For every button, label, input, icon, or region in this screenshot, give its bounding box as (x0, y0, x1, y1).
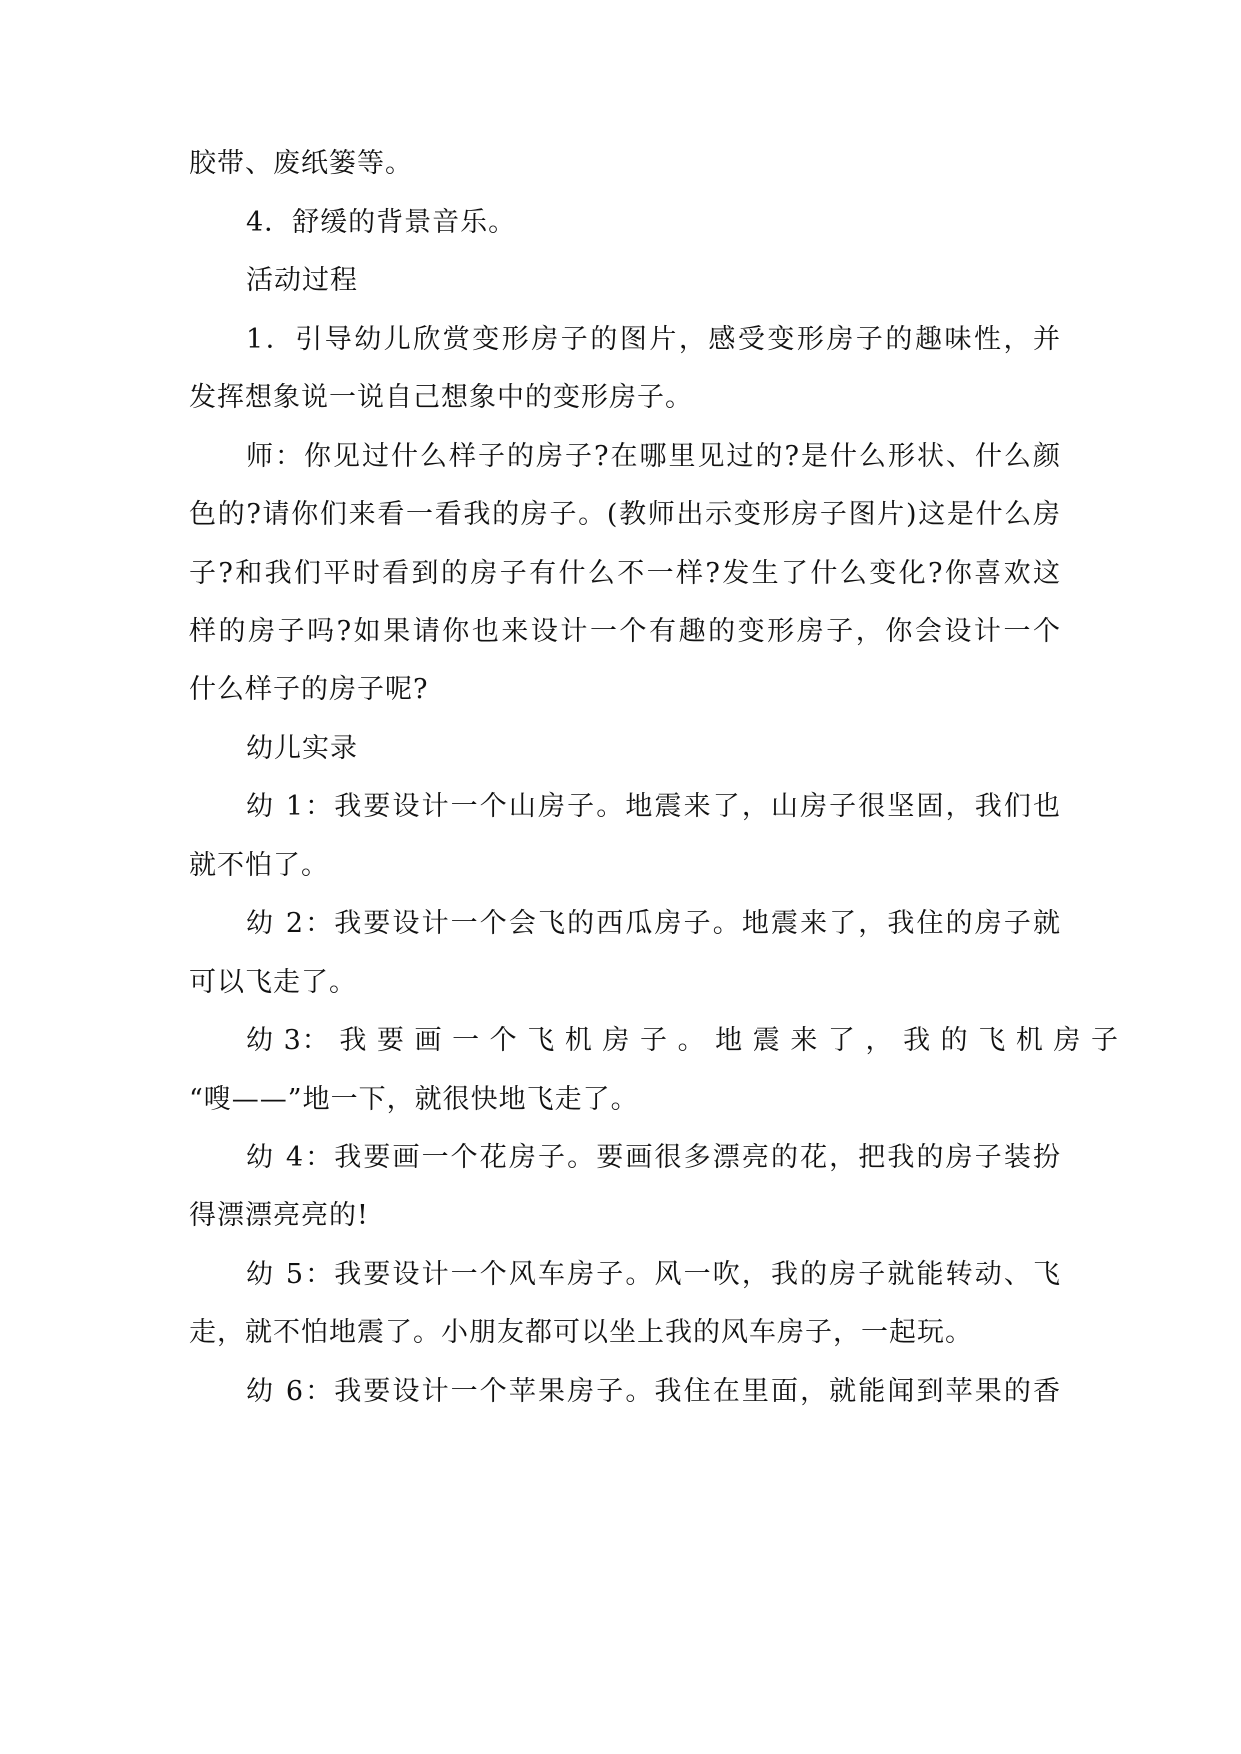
text-line: 师：你见过什么样子的房子?在哪里见过的?是什么形状、什么颜 (246, 441, 1061, 472)
text-line: 幼 5：我要设计一个风车房子。风一吹，我的房子就能转动、飞 (246, 1259, 1061, 1290)
text-line: 发挥想象说一说自己想象中的变形房子。 (189, 382, 693, 413)
text-line: 子?和我们平时看到的房子有什么不一样?发生了什么变化?你喜欢这 (189, 558, 1061, 589)
text-line: 幼 3： 我 要 画 一 个 飞 机 房 子 。 地 震 来 了 ， 我 的 飞 机 房 子 (246, 1025, 1119, 1056)
section-heading: 幼儿实录 (246, 733, 358, 764)
text-line: 4．舒缓的背景音乐。 (246, 207, 517, 238)
text-line: 色的?请你们来看一看我的房子。(教师出示变形房子图片)这是什么房 (189, 499, 1061, 530)
text-line: 样的房子吗?如果请你也来设计一个有趣的变形房子，你会设计一个 (189, 616, 1061, 647)
text-line: 1．引导幼儿欣赏变形房子的图片，感受变形房子的趣味性，并 (246, 324, 1061, 355)
text-line: 幼 6：我要设计一个苹果房子。我住在里面，就能闻到苹果的香 (246, 1376, 1061, 1407)
text-line: 幼 4：我要画一个花房子。要画很多漂亮的花，把我的房子装扮 (246, 1142, 1061, 1173)
text-line: 胶带、废纸篓等。 (189, 148, 413, 179)
text-line: 走，就不怕地震了。小朋友都可以坐上我的风车房子，一起玩。 (189, 1317, 973, 1348)
text-line: 幼 1：我要设计一个山房子。地震来了，山房子很坚固，我们也 (246, 791, 1061, 822)
text-line: 得漂漂亮亮的! (189, 1200, 369, 1231)
text-line: 什么样子的房子呢? (189, 674, 429, 705)
text-line: 就不怕了。 (189, 850, 329, 881)
text-line: “嗖——”地一下，就很快地飞走了。 (189, 1084, 639, 1115)
text-line: 可以飞走了。 (189, 967, 357, 998)
section-heading: 活动过程 (246, 265, 358, 296)
text-line: 幼 2：我要设计一个会飞的西瓜房子。地震来了，我住的房子就 (246, 908, 1061, 939)
